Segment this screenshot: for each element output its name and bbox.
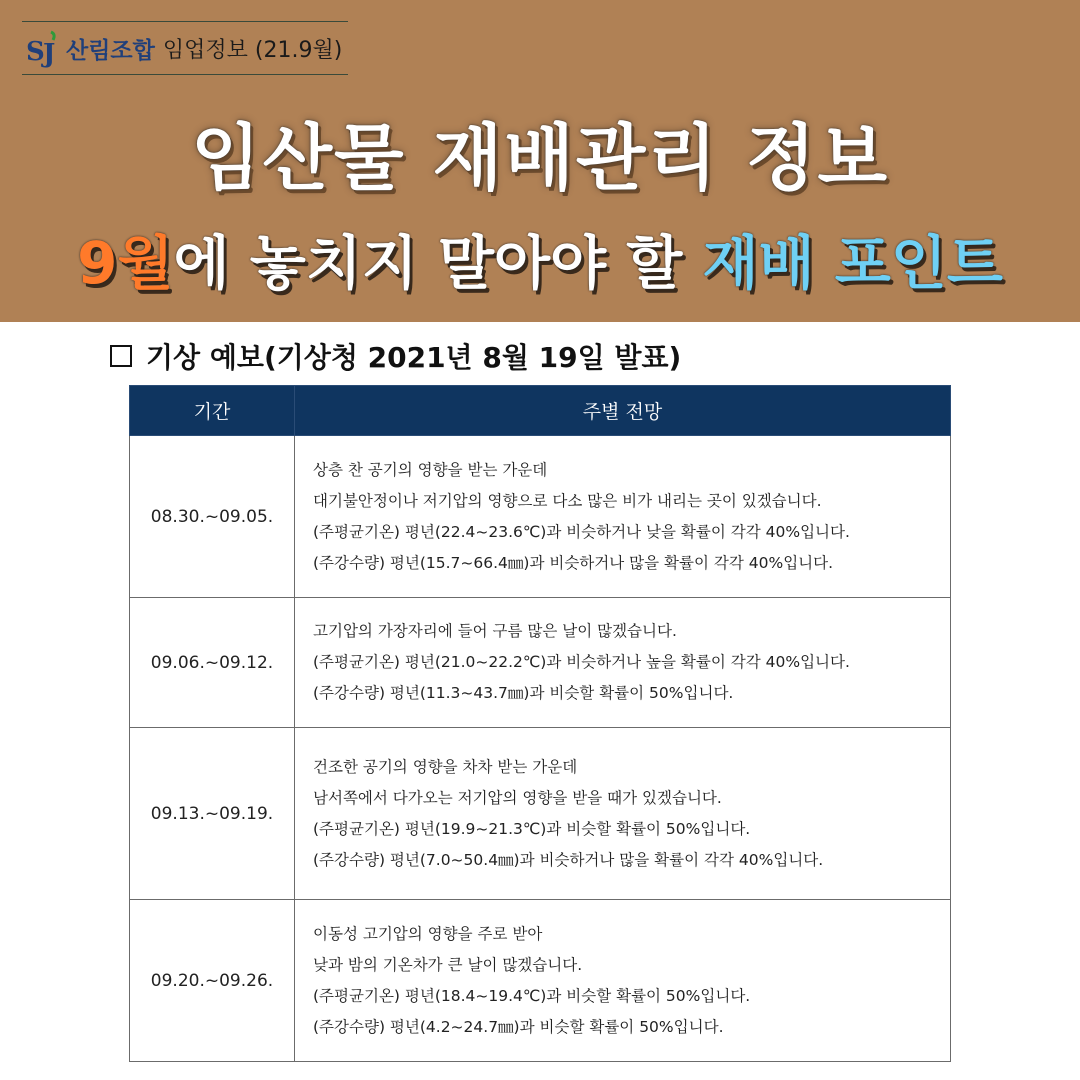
column-header-period: 기간 xyxy=(130,386,295,436)
brand-bar xyxy=(22,21,348,75)
row-period: 09.20.~09.26. xyxy=(130,900,295,1062)
row-period: 09.06.~09.12. xyxy=(130,598,295,728)
outlook-line: (주평균기온) 평년(21.0~22.2℃)과 비슷하거나 높을 확률이 각각 40%입니다. xyxy=(313,653,850,671)
outlook-line: (주평균기온) 평년(18.4~19.4℃)과 비슷할 확률이 50%입니다. xyxy=(313,986,751,1005)
subtitle-highlight: 재배 포인트 xyxy=(702,229,1003,297)
brand-name: 산림조합 xyxy=(66,37,155,64)
section-heading xyxy=(110,336,681,376)
table-row xyxy=(130,900,951,1062)
row-outlook xyxy=(295,900,951,1062)
page-title: 임산물 재배관리 정보 xyxy=(190,116,890,200)
square-bullet-icon xyxy=(110,345,132,367)
row-outlook xyxy=(295,598,951,728)
row-outlook xyxy=(295,436,951,598)
table-body xyxy=(130,436,951,1062)
brand-subtitle: 임업정보 (21.9월) xyxy=(162,37,343,63)
outlook-line: (주평균기온) 평년(19.9~21.3℃)과 비슷할 확률이 50%입니다. xyxy=(313,819,751,838)
sj-logo-icon xyxy=(26,28,60,68)
outlook-line: 이동성 고기압의 영향을 주로 받아 xyxy=(313,924,543,943)
column-header-outlook: 주별 전망 xyxy=(295,386,951,436)
outlook-line: 낮과 밤의 기온차가 큰 날이 많겠습니다. xyxy=(313,955,583,974)
table-header-row xyxy=(130,386,951,436)
outlook-line: (주강수량) 평년(4.2~24.7㎜)과 비슷할 확률이 50%입니다. xyxy=(313,1017,724,1036)
forecast-table xyxy=(129,385,951,1062)
table-row xyxy=(130,728,951,900)
outlook-line: 대기불안정이나 저기압의 영향으로 다소 많은 비가 내리는 곳이 있겠습니다. xyxy=(313,491,822,510)
section-heading-text: 기상 예보(기상청 2021년 8월 19일 발표) xyxy=(146,341,682,374)
table-row xyxy=(130,436,951,598)
outlook-line: 고기압의 가장자리에 들어 구름 많은 날이 많겠습니다. xyxy=(313,622,677,640)
outlook-line: (주강수량) 평년(11.3~43.7㎜)과 비슷할 확률이 50%입니다. xyxy=(313,684,734,702)
svg-text:J: J xyxy=(43,39,56,68)
outlook-line: 상층 찬 공기의 영향을 받는 가운데 xyxy=(313,460,548,479)
row-period: 09.13.~09.19. xyxy=(130,728,295,900)
header-banner xyxy=(0,0,1080,322)
outlook-line: (주평균기온) 평년(22.4~23.6℃)과 비슷하거나 낮을 확률이 각각 40%입니다. xyxy=(313,522,850,541)
outlook-line: (주강수량) 평년(15.7~66.4㎜)과 비슷하거나 많을 확률이 각각 40%입니다. xyxy=(313,553,834,572)
page-subtitle xyxy=(0,216,1080,300)
row-period: 08.30.~09.05. xyxy=(130,436,295,598)
outlook-line: 건조한 공기의 영향을 차차 받는 가운데 xyxy=(313,757,578,776)
outlook-line: 남서쪽에서 다가오는 저기압의 영향을 받을 때가 있겠습니다. xyxy=(313,788,722,807)
subtitle-month: 9월 xyxy=(77,229,174,297)
subtitle-middle: 에 놓치지 말아야 할 xyxy=(173,229,703,297)
row-outlook xyxy=(295,728,951,900)
outlook-line: (주강수량) 평년(7.0~50.4㎜)과 비슷하거나 많을 확률이 각각 40%입니다. xyxy=(313,850,824,869)
svg-text:S: S xyxy=(26,37,45,67)
table-row xyxy=(130,598,951,728)
